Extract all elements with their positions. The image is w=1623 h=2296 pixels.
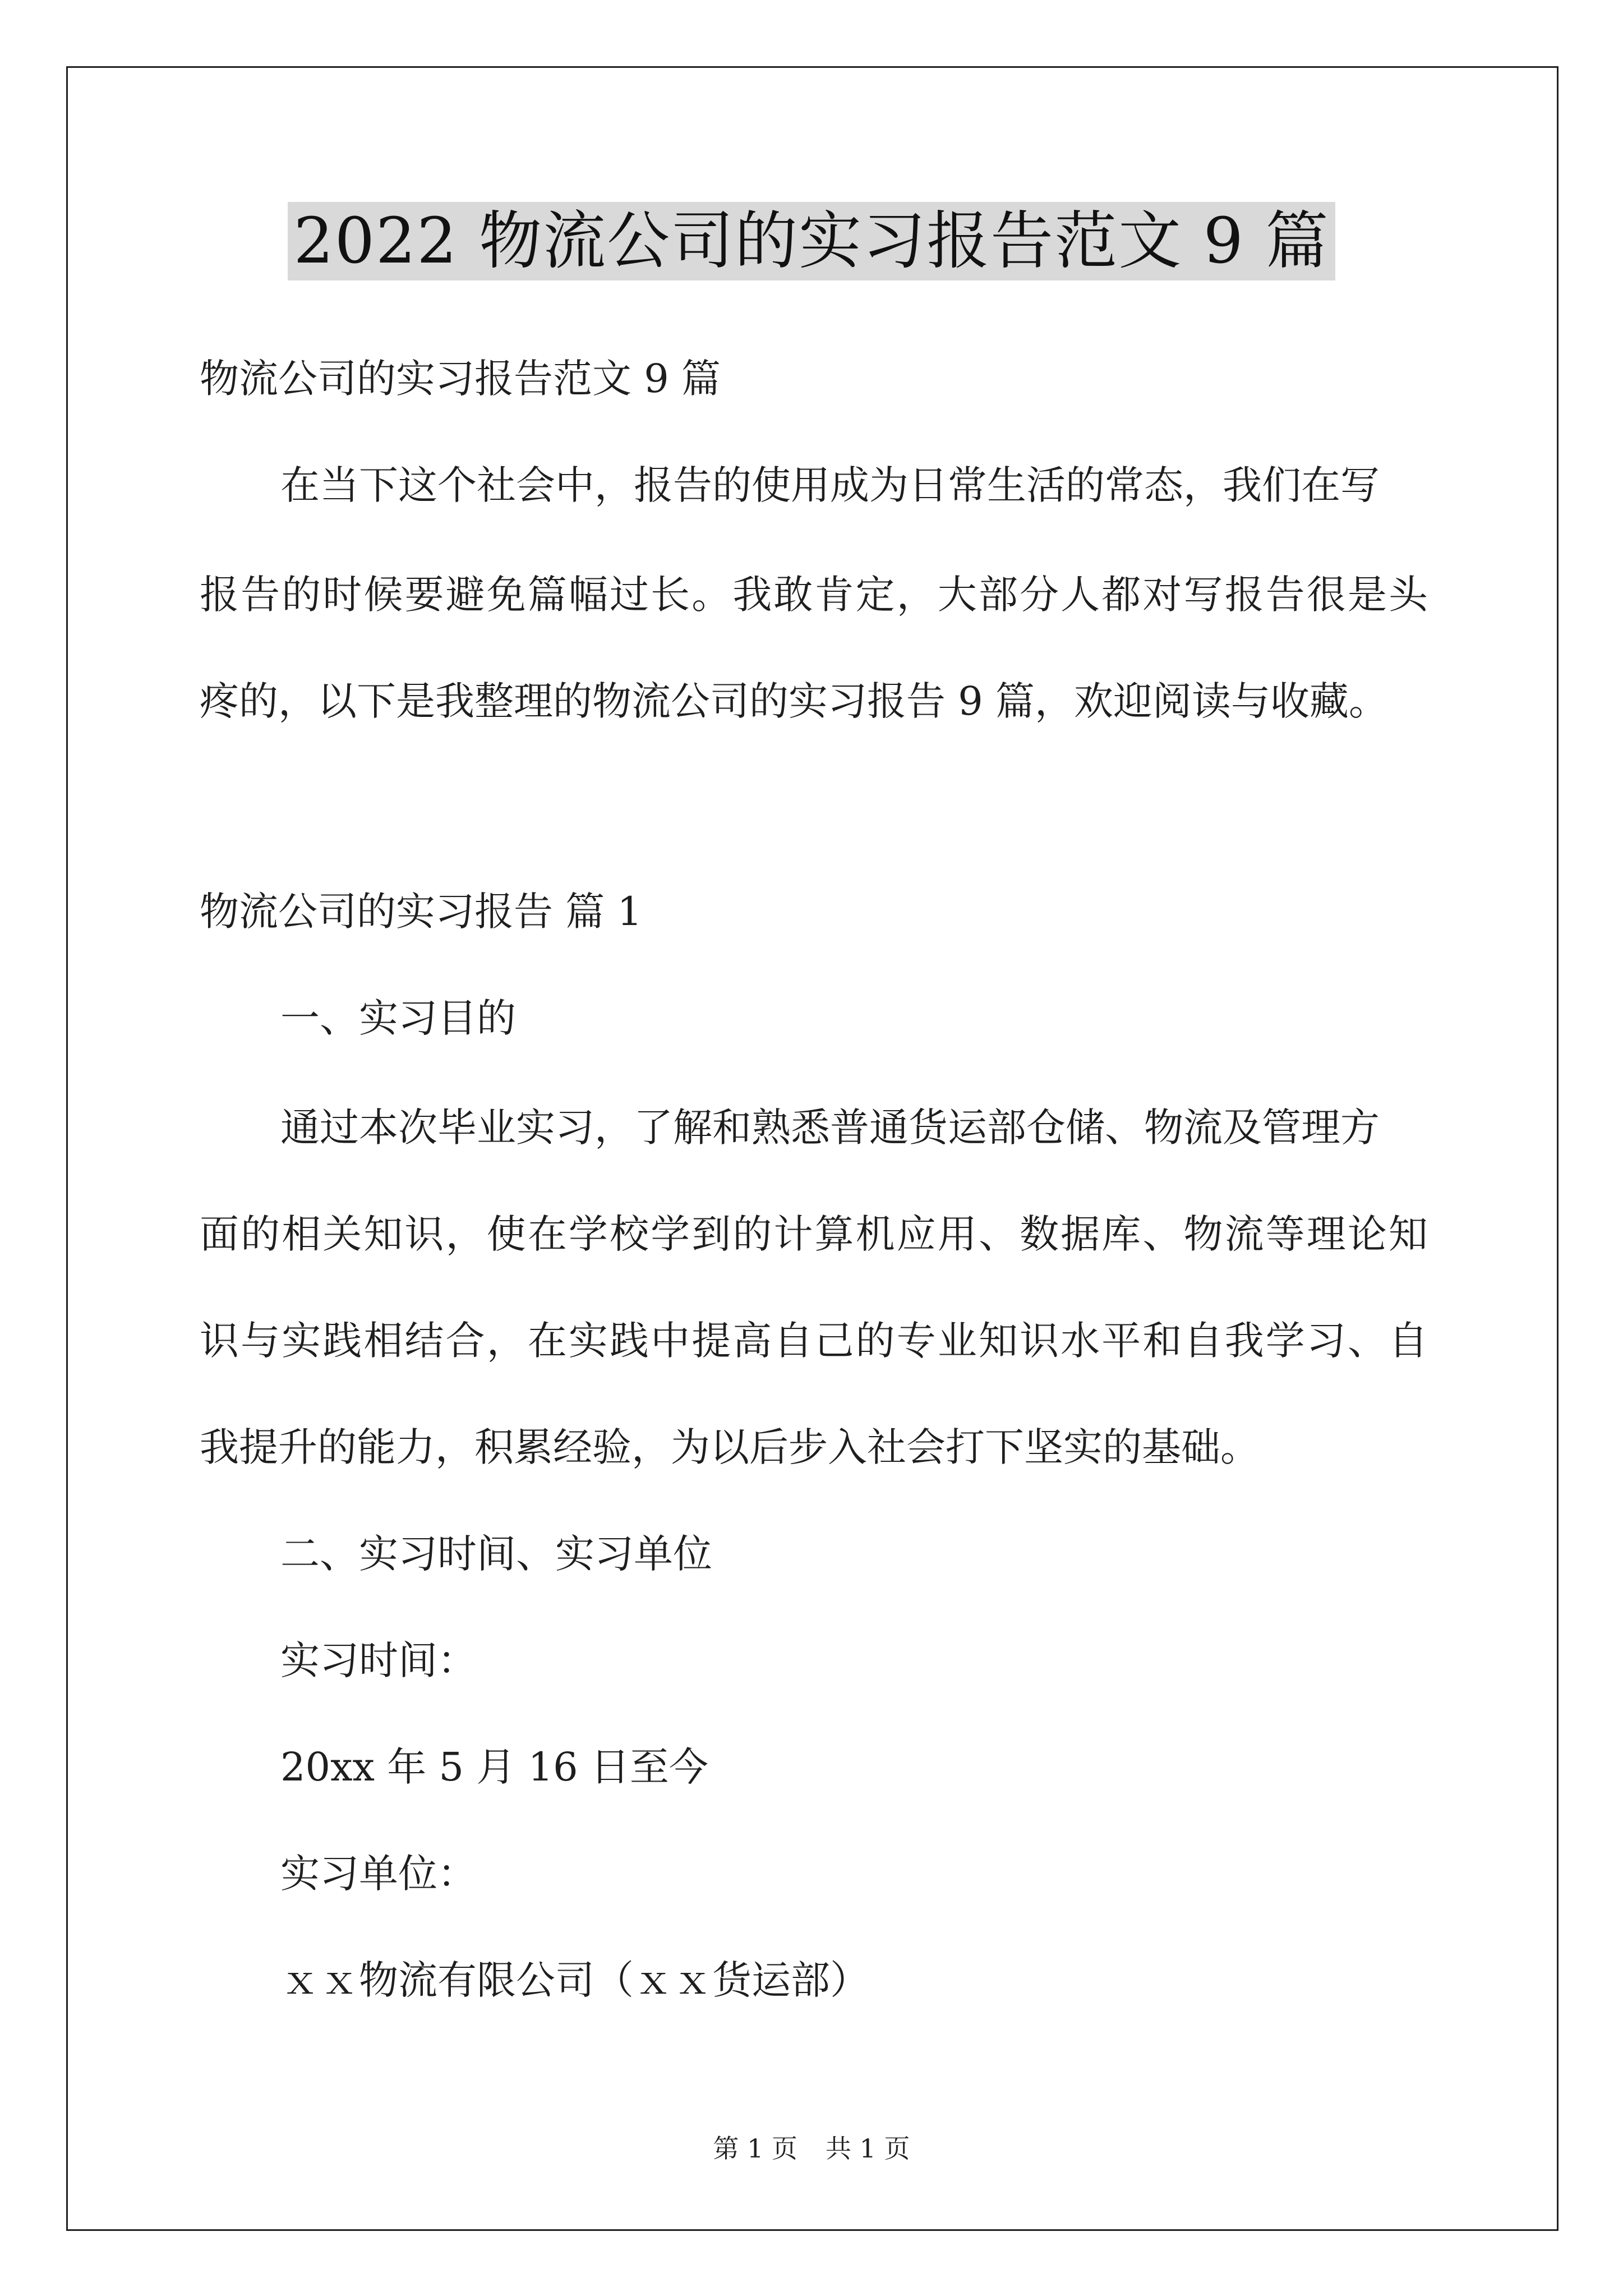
time-unit-heading: 二、实习时间、实习单位 <box>280 1531 712 1577</box>
document-title: 2022 物流公司的实习报告范文 9 篇 <box>288 202 1335 280</box>
time-value: 20xx 年 5 月 16 日至今 <box>280 1744 708 1790</box>
purpose-line-2: 面的相关知识，使在学校学到的计算机应用、数据库、物流等理论知 <box>200 1211 1428 1257</box>
purpose-heading: 一、实习目的 <box>280 995 516 1041</box>
unit-value: ｘｘ物流有限公司（ｘｘ货运部） <box>280 1957 869 2003</box>
title-container <box>0 202 1623 280</box>
intro-line-1: 在当下这个社会中，报告的使用成为日常生活的常态，我们在写 <box>280 462 1380 508</box>
intro-line-2: 报告的时候要避免篇幅过长。我敢肯定，大部分人都对写报告很是头 <box>200 572 1428 618</box>
time-label: 实习时间： <box>280 1637 477 1683</box>
page-footer <box>0 2132 1623 2165</box>
document-subtitle: 物流公司的实习报告范文 9 篇 <box>200 356 721 402</box>
intro-line-3: 疼的，以下是我整理的物流公司的实习报告 9 篇，欢迎阅读与收藏。 <box>200 678 1389 724</box>
section-heading: 物流公司的实习报告 篇 1 <box>200 889 643 935</box>
purpose-line-4: 我提升的能力，积累经验，为以后步入社会打下坚实的基础。 <box>200 1424 1260 1470</box>
purpose-line-1: 通过本次毕业实习，了解和熟悉普通货运部仓储、物流及管理方 <box>280 1105 1380 1151</box>
page-number: 第 1 页 <box>713 2133 797 2164</box>
unit-label: 实习单位： <box>280 1851 477 1897</box>
purpose-line-3: 识与实践相结合，在实践中提高自己的专业知识水平和自我学习、自 <box>200 1318 1428 1364</box>
page-total: 共 1 页 <box>826 2133 910 2164</box>
